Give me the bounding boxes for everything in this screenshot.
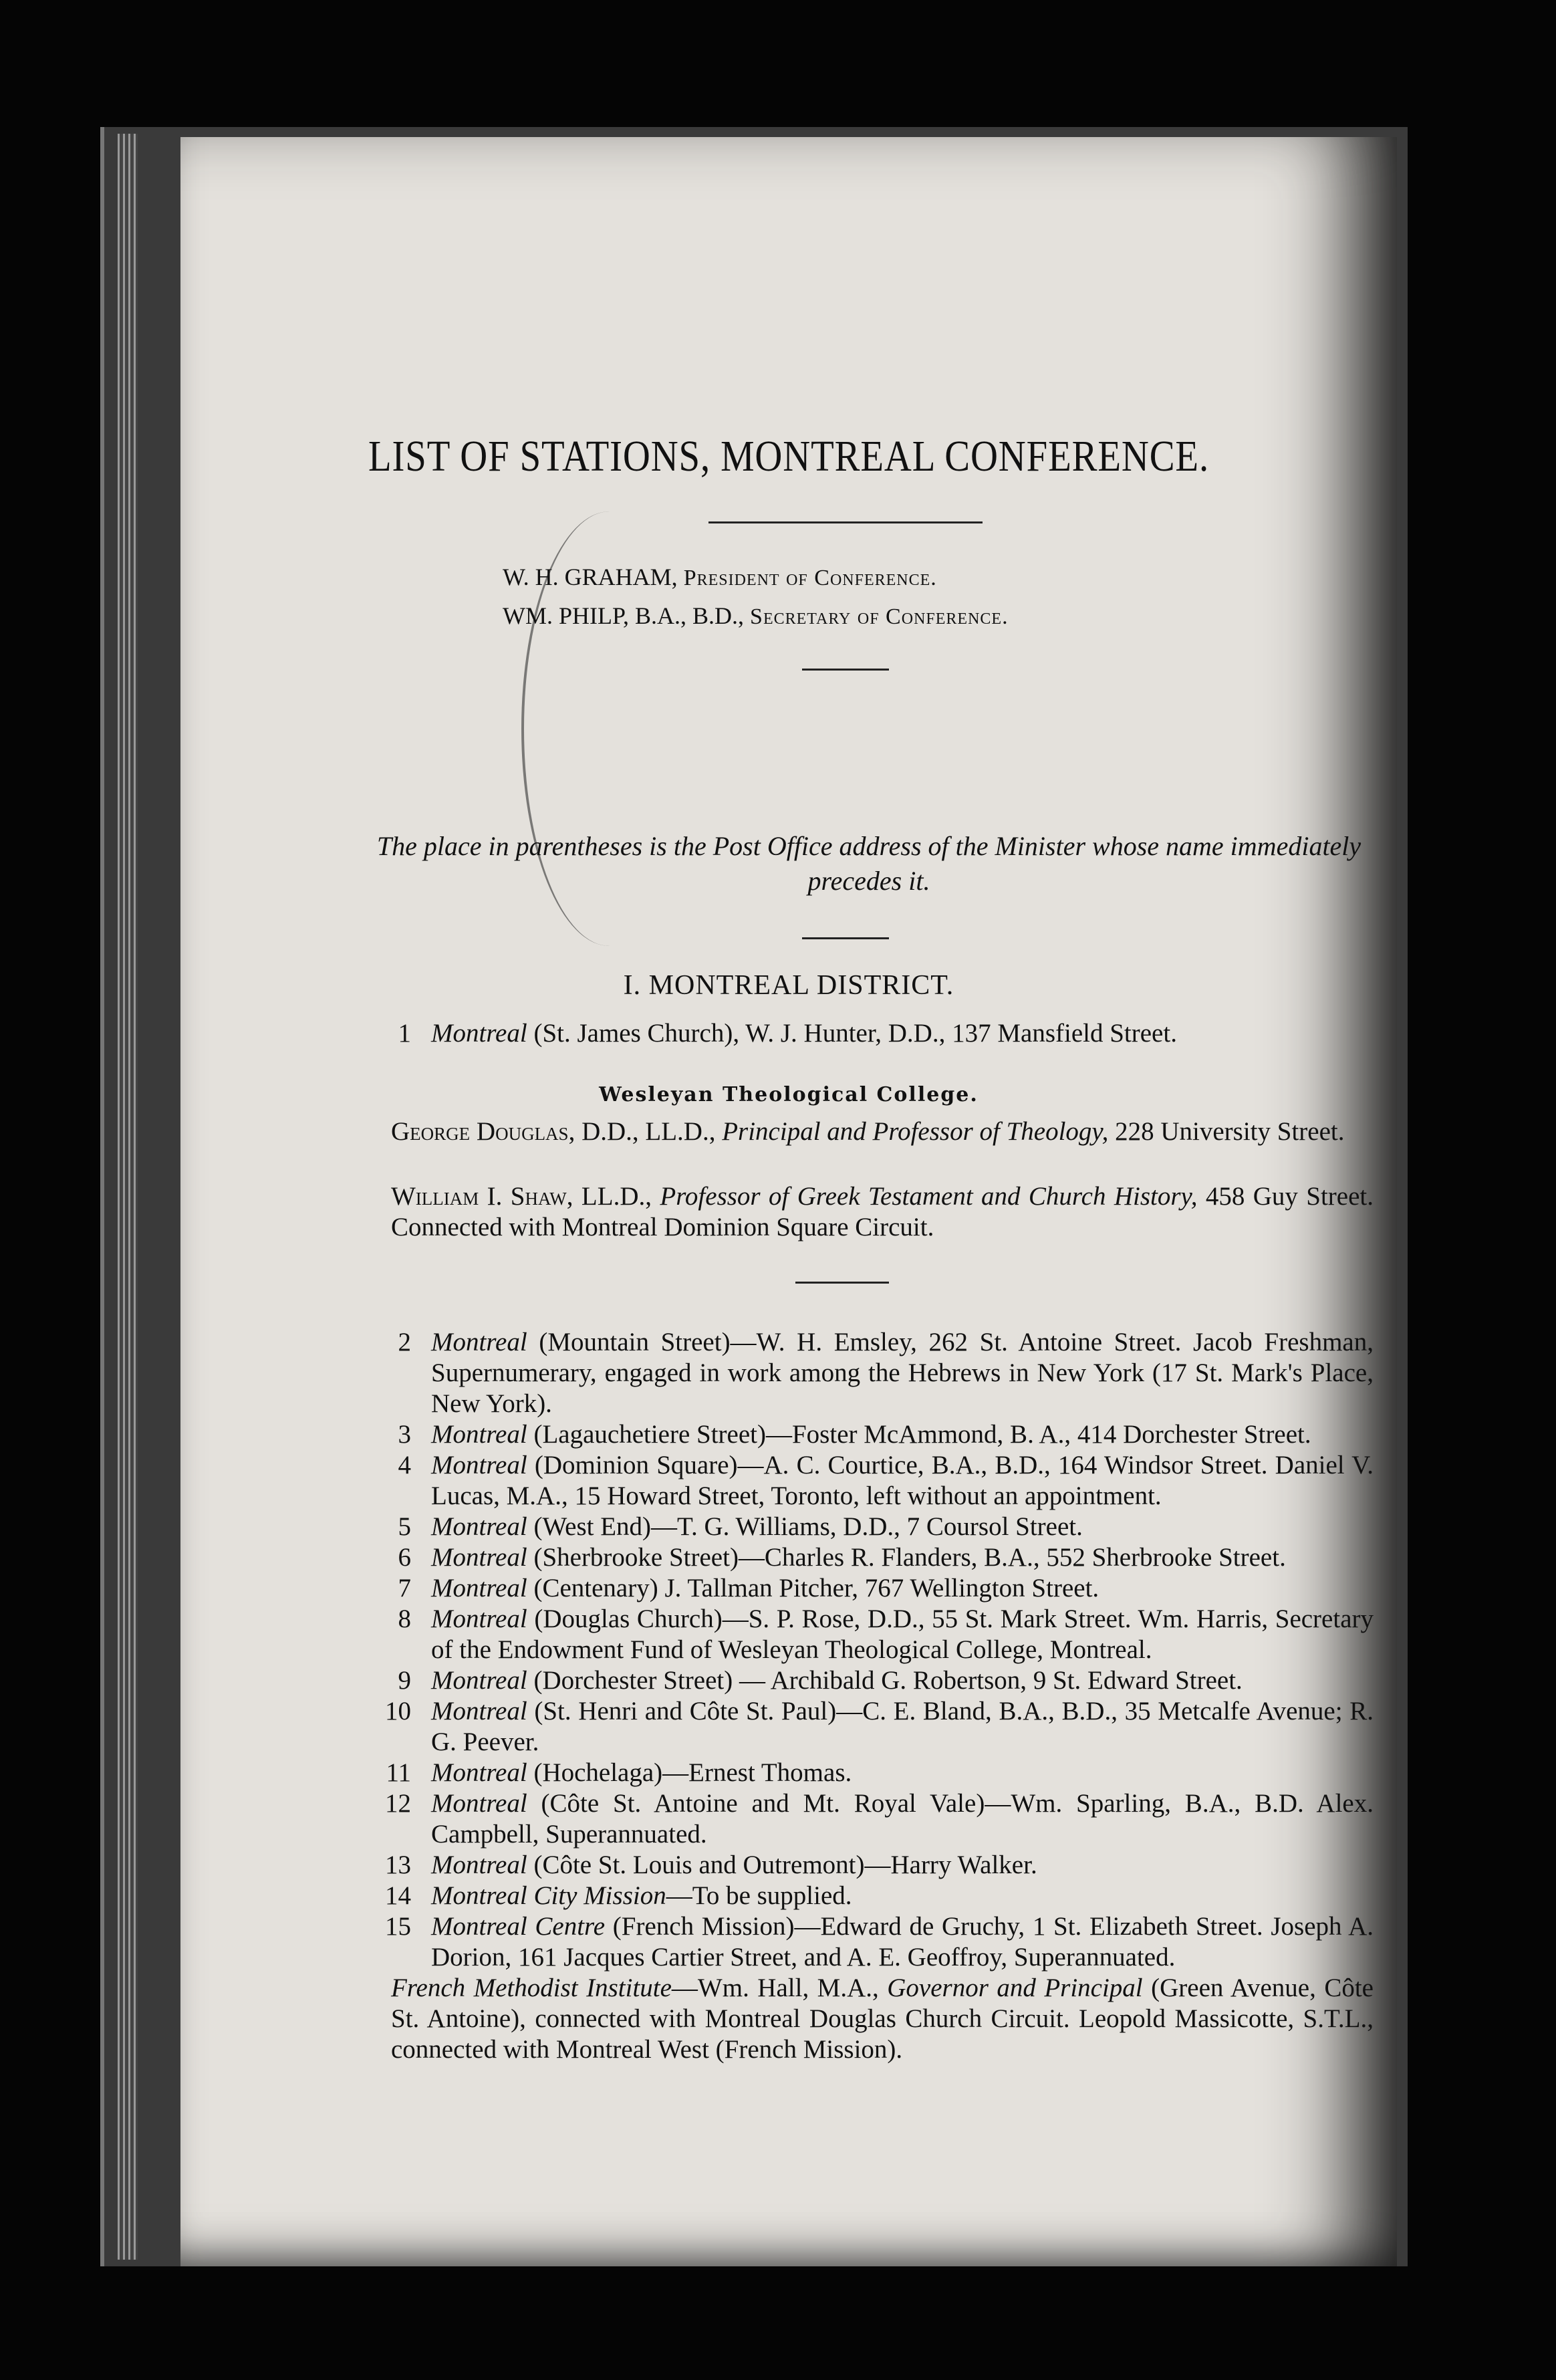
book-page (180, 137, 1397, 2266)
station-text: —To be supplied. (666, 1881, 852, 1910)
position: Professor of Greek Testament and Church History, (660, 1182, 1198, 1211)
divider (795, 1282, 889, 1284)
station-text: (Lagauchetiere Street)—Foster McAmmond, B. A., 414 Dorchester Street. (527, 1420, 1311, 1449)
page-title: LIST OF STATIONS, MONTREAL CONFERENCE. (368, 432, 1210, 481)
station-list (364, 1327, 1374, 2065)
station-number: 10 (385, 1697, 411, 1726)
station-place: Montreal (431, 1512, 527, 1541)
station-entry (364, 1419, 1374, 1450)
college-professor (391, 1181, 1374, 1243)
divider (802, 669, 889, 671)
address: 458 Guy Street. Connected with Montreal Dominion Square Circuit. (391, 1182, 1374, 1241)
secretary-line (503, 602, 1009, 630)
station-number: 4 (398, 1451, 411, 1479)
person-name: George Douglas (391, 1117, 569, 1146)
station-text: (Dominion Square)—A. C. Courtice, B.A., B.D., 164 Windsor Street. Daniel V. Lucas, M.A., 15 Howard Street, Toronto, left without an appointment. (431, 1451, 1374, 1510)
station-entry (364, 1881, 1374, 1911)
station-place: Montreal (431, 1328, 527, 1356)
station-entry (364, 1512, 1374, 1542)
station-text: (St. James Church), W. J. Hunter, D.D., 137 Mansfield Street. (527, 1019, 1177, 1048)
divider (708, 521, 983, 523)
officer-name: W. H. GRAHAM, (503, 564, 678, 590)
station-place: Montreal Centre (431, 1912, 606, 1941)
station-text: (St. Henri and Côte St. Paul)—C. E. Bland, B.A., B.D., 35 Metcalfe Avenue; R. G. Peever. (431, 1697, 1374, 1756)
officer-role: Secretary of Conference. (750, 604, 1009, 629)
station-place: Montreal (431, 1666, 527, 1695)
station-place: Montreal (431, 1451, 527, 1479)
station-number: 5 (398, 1512, 411, 1541)
station-entry (364, 1850, 1374, 1881)
station-number: 2 (398, 1328, 411, 1356)
station-entry (364, 1573, 1374, 1604)
institute-name: French Methodist Institute (391, 1974, 672, 2002)
explanatory-note: The place in parentheses is the Post Office address of the Minister whose name immediately precedes it. (376, 831, 1362, 896)
station-entry (364, 1758, 1374, 1788)
station-number: 12 (385, 1789, 411, 1818)
station-entry (364, 1665, 1374, 1696)
station-place: Montreal (431, 1420, 527, 1449)
station-text: (Mountain Street)—W. H. Emsley, 262 St. Antoine Street. Jacob Freshman, Supernumerary, engaged in work among the Hebrews in New York (17 St. Mark's Place, New York). (431, 1328, 1374, 1418)
station-number: 13 (385, 1851, 411, 1879)
station-text: (Sherbrooke Street)—Charles R. Flanders, B.A., 552 Sherbrooke Street. (527, 1543, 1286, 1572)
station-entry (364, 1018, 1374, 1049)
degrees: , D.D., LL.D., (568, 1117, 723, 1146)
station-text: (West End)—T. G. Williams, D.D., 7 Coursol Street. (527, 1512, 1083, 1541)
station-number: 14 (385, 1881, 411, 1910)
station-text: (Côte St. Louis and Outremont)—Harry Walker. (527, 1851, 1037, 1879)
district-heading: I. MONTREAL DISTRICT. (623, 970, 954, 1001)
officer-name: WM. PHILP, B.A., B.D., (503, 602, 745, 629)
station-place: Montreal City Mission (431, 1881, 666, 1910)
station-entry (364, 1604, 1374, 1665)
person-name: William I. Shaw (391, 1182, 567, 1211)
college-professor (391, 1116, 1374, 1147)
station-number: 7 (398, 1574, 411, 1602)
station-place: Montreal (431, 1574, 527, 1602)
station-number: 3 (398, 1420, 411, 1449)
station-number: 6 (398, 1543, 411, 1572)
station-text: (Dorchester Street) — Archibald G. Robertson, 9 St. Edward Street. (527, 1666, 1243, 1695)
president-line (503, 563, 937, 591)
station-number: 11 (386, 1758, 411, 1787)
station-text: (French Mission)—Edward de Gruchy, 1 St. Elizabeth Street. Joseph A. Dorion, 161 Jacques Cartier Street, and A. E. Geoffroy, Superannuated. (431, 1912, 1374, 1972)
station-place: Montreal (431, 1789, 527, 1818)
station-text: (Centenary) J. Tallman Pitcher, 767 Wellington Street. (527, 1574, 1099, 1602)
station-text: (Douglas Church)—S. P. Rose, D.D., 55 St. Mark Street. Wm. Harris, Secretary of the Endowment Fund of Wesleyan Theological College, Montreal. (431, 1604, 1374, 1664)
station-place: Montreal (431, 1851, 527, 1879)
institute-text: (Green Avenue, Côte St. Antoine), connected with Montreal Douglas Church Circuit. Leopold Massicotte, S.T.L., connected with Montreal West (French Mission). (391, 1974, 1374, 2064)
position: Principal and Professor of Theology, (722, 1117, 1109, 1146)
address: 228 University Street. (1108, 1117, 1345, 1146)
station-place: Montreal (431, 1604, 527, 1633)
station-place: Montreal (431, 1019, 527, 1048)
officer-role: President of Conference. (683, 566, 937, 590)
divider (802, 937, 889, 939)
station-entry (364, 1327, 1374, 1419)
station-number: 9 (398, 1666, 411, 1695)
college-heading: Wesleyan Theological College. (599, 1083, 979, 1106)
station-entry (364, 1788, 1374, 1850)
station-text: (Hochelaga)—Ernest Thomas. (527, 1758, 852, 1787)
station-entry (364, 1696, 1374, 1758)
institute-entry (364, 1973, 1374, 2065)
station-number: 15 (385, 1912, 411, 1941)
station-number: 1 (398, 1019, 411, 1048)
station-text: (Côte St. Antoine and Mt. Royal Vale)—Wm. Sparling, B.A., B.D. Alex. Campbell, Superannuated. (431, 1789, 1374, 1849)
degrees: , LL.D., (566, 1182, 660, 1211)
station-entry (364, 1911, 1374, 1973)
station-place: Montreal (431, 1543, 527, 1572)
institute-role: Governor and Principal (887, 1974, 1143, 2002)
station-entry (364, 1542, 1374, 1573)
station-place: Montreal (431, 1758, 527, 1787)
station-number: 8 (398, 1604, 411, 1633)
institute-dash: —Wm. Hall, M.A., (671, 1974, 888, 2002)
station-entry (364, 1450, 1374, 1512)
station-place: Montreal (431, 1697, 527, 1726)
